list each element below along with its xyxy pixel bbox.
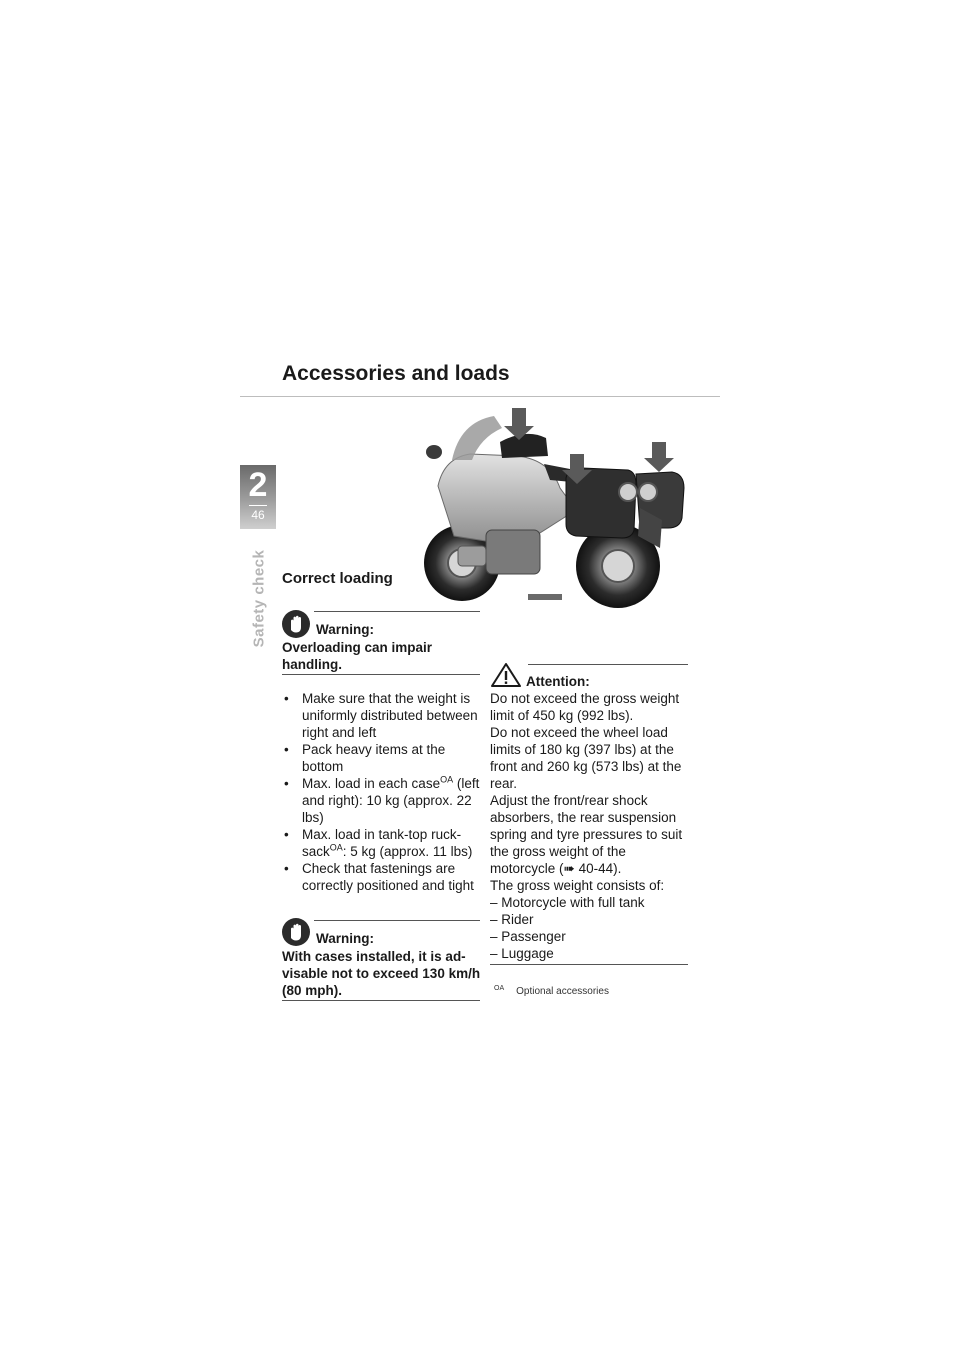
list-item: – Luggage bbox=[490, 946, 554, 961]
warning-bottom-rule bbox=[282, 1000, 480, 1001]
header-divider bbox=[240, 396, 720, 397]
warning-text: Overloading can impair handling. bbox=[282, 640, 433, 672]
motorcycle-illustration bbox=[400, 398, 720, 628]
footnote bbox=[494, 986, 609, 997]
list-item bbox=[282, 690, 482, 741]
page-title: Accessories and loads bbox=[282, 362, 510, 385]
list-item-text: Make sure that the weight is uniformly distributed between right and left bbox=[302, 691, 478, 740]
footnote-mark: OA bbox=[494, 984, 505, 992]
list-item bbox=[282, 775, 482, 826]
attention-triangle-icon bbox=[490, 662, 522, 688]
attention-paragraph: Do not exceed the gross weight limit of 450 kg (992 lbs). bbox=[490, 691, 680, 723]
list-item: – Motorcycle with full tank bbox=[490, 895, 645, 910]
attention-paragraph: The gross weight consists of: bbox=[490, 878, 665, 893]
list-item-text: (left and right): 10 kg (approx. 22 lbs) bbox=[302, 776, 480, 825]
attention-label: Attention: bbox=[526, 674, 590, 689]
attention-text bbox=[490, 690, 690, 962]
warning-label: Warning: bbox=[316, 931, 374, 946]
attention-top-rule bbox=[528, 664, 688, 665]
page-number: 46 bbox=[251, 508, 265, 522]
warning-label: Warning: bbox=[316, 622, 374, 637]
list-item bbox=[282, 826, 482, 860]
warning-text: With cases installed, it is ad-visable not to exceed 130 km/h (80 mph). bbox=[282, 949, 481, 998]
chapter-number: 2 bbox=[248, 466, 268, 504]
list-item bbox=[282, 860, 482, 894]
list-item-text: : 5 kg (approx. 11 lbs) bbox=[342, 844, 473, 859]
warning-hand-icon bbox=[282, 610, 310, 638]
footnote-mark: OA bbox=[440, 774, 454, 785]
section-heading: Correct loading bbox=[282, 570, 393, 587]
list-item-text: Pack heavy items at the bottom bbox=[302, 742, 446, 774]
attention-paragraph: Do not exceed the wheel load limits of 180 kg (397 lbs) at the front and 260 kg (573 lbs) at the rear. bbox=[490, 725, 682, 791]
list-item-text: Check that fastenings are correctly positioned and tight bbox=[302, 861, 474, 893]
list-item bbox=[282, 741, 482, 775]
attention-bottom-rule bbox=[490, 964, 688, 965]
list-item: – Passenger bbox=[490, 929, 566, 944]
list-item-text: Max. load in each case bbox=[302, 776, 441, 791]
section-side-label: Safety check bbox=[250, 549, 268, 648]
warning-bottom-rule bbox=[282, 674, 480, 675]
attention-paragraph: Adjust the front/rear shock absorbers, the rear suspension spring and tyre pressures to suit the gross weight of the motorcycle (➠ 40-44). bbox=[490, 793, 683, 876]
footnote-text: Optional accessories bbox=[516, 986, 609, 997]
warning-top-rule bbox=[314, 920, 480, 921]
warning-top-rule bbox=[314, 611, 480, 612]
list-item: – Rider bbox=[490, 912, 534, 927]
footnote-mark: OA bbox=[329, 842, 343, 853]
loading-bullet-list bbox=[282, 690, 482, 894]
warning-hand-icon bbox=[282, 918, 310, 946]
list-item-text: Max. load in tank-top ruck-sack bbox=[302, 827, 462, 859]
